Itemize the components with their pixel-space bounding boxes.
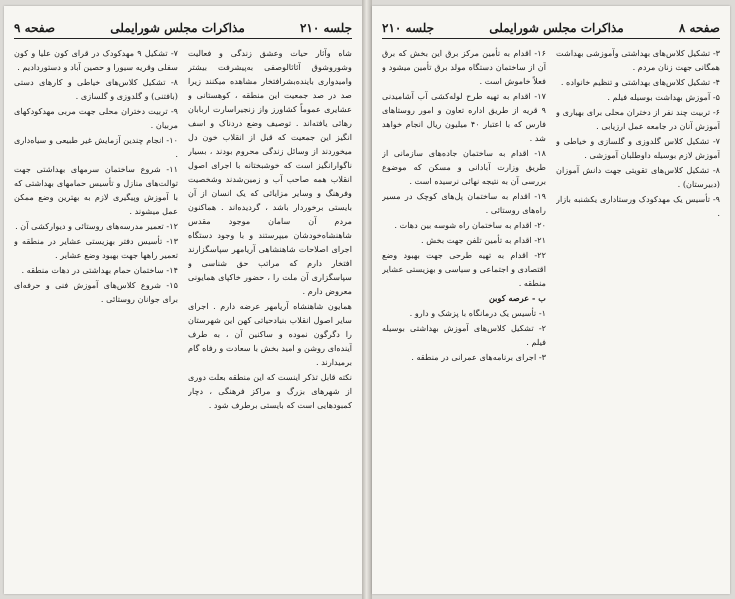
left-page-header xyxy=(14,18,352,39)
list-item: ۱۸- اقدام به ساختمان جاده‌های سازمانی از طریق وزارت آبادانی و مسکن که موضوع بررسی آن به نتیجه نهائی نرسیده است . xyxy=(382,148,546,186)
list-item: ۳- تشکیل کلاس‌های بهداشتی وآموزشی بهداشت همگانی جهت زنان مردم . xyxy=(556,48,720,72)
right-column-2 xyxy=(382,46,546,586)
left-page-number: صفحه ۹ xyxy=(14,21,56,35)
left-page xyxy=(4,6,362,594)
right-page-body xyxy=(382,46,720,586)
right-page xyxy=(372,6,730,594)
list-item: ۲۰- اقدام به ساختمان راه شوسه بین دهات . xyxy=(394,220,546,230)
paragraph: شاه وآثار حیات وعشق زندگی و فعالیت وشوروشوق آثاثالوصفی به‌پیشرفت بیشتر وامیدواری باینده‌بشرافتخار مشاهده میکنند زیرا صد در صد جمعیت این منطقه ، کوهستانی و عشایری عموماً کشاورز واز زنجیراسارت اربابان رهائی یافته‌اند . توصیف وضع دردناک و اسف انگیز این جمعیت که قبل از انقلاب خون دل میخوردند از وسائل زندگی محروم بودند ، بسیار ناگوارانگیز است که خوشبختانه با اجرای اصول انقلاب همه صاحب آب و زمین‌شدند وشخصیت وفرهنگ و وسایر مزایائی که یک انسان از آن بایستی برخوردار باشد ، گردیده‌اند . هماکنون مردم آن سامان موجود مقدس شاهنشاه‌خودشان میپرستند و با وجود دستگاه اجرای اصلاحات شاهنشاهی آریامهر سپاسگزارند افتخار دارم که مراتب حق شناسی و سپاسگزاری آن ملت را ، حضور خاکپای همایونی معروض دارم . xyxy=(188,48,352,296)
list-item: ۹- تربیت دختران محلی جهت مربی مهدکودکهای مربیان . xyxy=(14,106,178,130)
list-item: ۷- تشکیل کلاس گلدوزی و گلسازی و خیاطی و آموزش لازم بوسیله داوطلبان آموزشی . xyxy=(556,136,720,160)
left-session-label: جلسه ۲۱۰ xyxy=(299,21,352,35)
list-item: ۱۷- اقدام به تهیه طرح لوله‌کشی آب آشامیدنی ۹ قریه از طریق اداره تعاون و امور روستاهای فارس که با اعتبار ۴۰ میلیون ریال انجام خواهد شد . xyxy=(382,91,546,143)
list-item: ۷- تشکیل ۹ مهدکودک در قرای کون علیا و کون سفلی وقریه سیورا و حصین آباد و دستوردادیم . xyxy=(14,48,178,72)
paragraph: نکته قابل تذکر اینست که این منطقه بعلت دوری از شهرهای بزرگ و مراکز فرهنگی ، دچار کمبودهایی است که بایستی برطرف شود . xyxy=(188,372,352,410)
right-session-label: جلسه ۲۱۰ xyxy=(382,21,435,35)
right-page-header xyxy=(382,18,720,39)
list-item: ۱۱- شروع ساختمان سرمهای بهداشتی جهت توالت‌های منازل و تأسیس حمامهای بهداشتی که با آموزش وپیگیری لازم به بهترین وضع ممکن عمل میشوند . xyxy=(14,164,178,216)
left-column-1 xyxy=(188,46,352,586)
list-item: ۱۵- شروع کلاس‌های آموزش فنی و حرفه‌ای برای جوانان روستائی . xyxy=(14,280,178,304)
left-page-body xyxy=(14,46,352,586)
list-item: ۲۱- اقدام به تأمین تلفن جهت بخش . xyxy=(421,235,546,245)
list-item: ۱۹- اقدام به ساختمان پل‌های کوچک در مسیر راه‌های روستائی . xyxy=(382,191,546,215)
list-item: ۴- تشکیل کلاس‌های بهداشتی و تنظیم خانواده . xyxy=(560,77,720,87)
list-item: ۲- تشکیل کلاس‌های آموزش بهداشتی بوسیله فیلم . xyxy=(382,323,546,347)
list-item: ۸- تشکیل کلاس‌های تقویتی جهت دانش آموزان (دبیرستان) . xyxy=(556,165,720,189)
right-page-number: صفحه ۸ xyxy=(678,21,720,35)
list-item: ۶- تربیت چند نفر از دختران محلی برای بهیاری و آموزش آنان در جامعه عمل ارزیابی . xyxy=(556,107,720,131)
list-item: ۵- آموزش بهداشت بوسیله فیلم . xyxy=(607,92,720,102)
right-journal-title: مذاکرات مجلس شورایملی xyxy=(489,21,624,35)
list-item: ۳- اجرای برنامه‌های عمرانی در منطقه . xyxy=(411,352,546,362)
list-item: ۱۲- تعمیر مدرسه‌های روستائی و دیوارکشی آن . xyxy=(15,221,178,231)
left-journal-title: مذاکرات مجلس شورایملی xyxy=(110,21,245,35)
section-heading: ب - عرصه کوبن xyxy=(488,293,546,303)
list-item: ۹- تأسیس یک مهدکودک ورستاداری یکشنبه بازار . xyxy=(556,194,720,218)
list-item: ۱- تأسیس یک درمانگاه با پزشک و دارو . xyxy=(409,308,546,318)
list-item: ۲۲- اقدام به تهیه طرحی جهت بهبود وضع اقتصادی و اجتماعی و سیاسی و بهزیستی عشایر منطقه . xyxy=(382,250,546,288)
list-item: ۸- تشکیل کلاس‌های خیاطی و کارهای دستی (بافتنی) و گلدوزی و گلسازی . xyxy=(14,77,178,101)
list-item: ۱۴- ساختمان حمام بهداشتی در دهات منطقه . xyxy=(21,265,178,275)
book-gutter xyxy=(362,0,372,599)
list-item: ۱۰- انجام چندین آزمایش غیر طبیعی و سیاه‌داری . xyxy=(14,135,178,159)
paragraph: همایون شاهنشاه آریامهر عرضه دارم . اجرای سایر اصول انقلاب بنیادحیاتی کهن این شهرستان را دگرگون نموده و ساکنین آن ، به طرف آینده‌ای روشن و امید بخش با سعادت و رفاه گام برمیدارند . xyxy=(188,301,352,367)
list-item: ۱۳- تأسیس دفتر بهزیستی عشایر در منطقه و تعمیر راهها جهت بهبود وضع عشایر . xyxy=(14,236,178,260)
list-item: ۱۶- اقدام به تأمین مرکز برق این بخش که برق آن از ساختمان دستگاه مولد برق تأمین میشود و فعلاً خاموش است . xyxy=(382,48,546,86)
right-column-1 xyxy=(556,46,720,586)
left-column-2 xyxy=(14,46,178,586)
